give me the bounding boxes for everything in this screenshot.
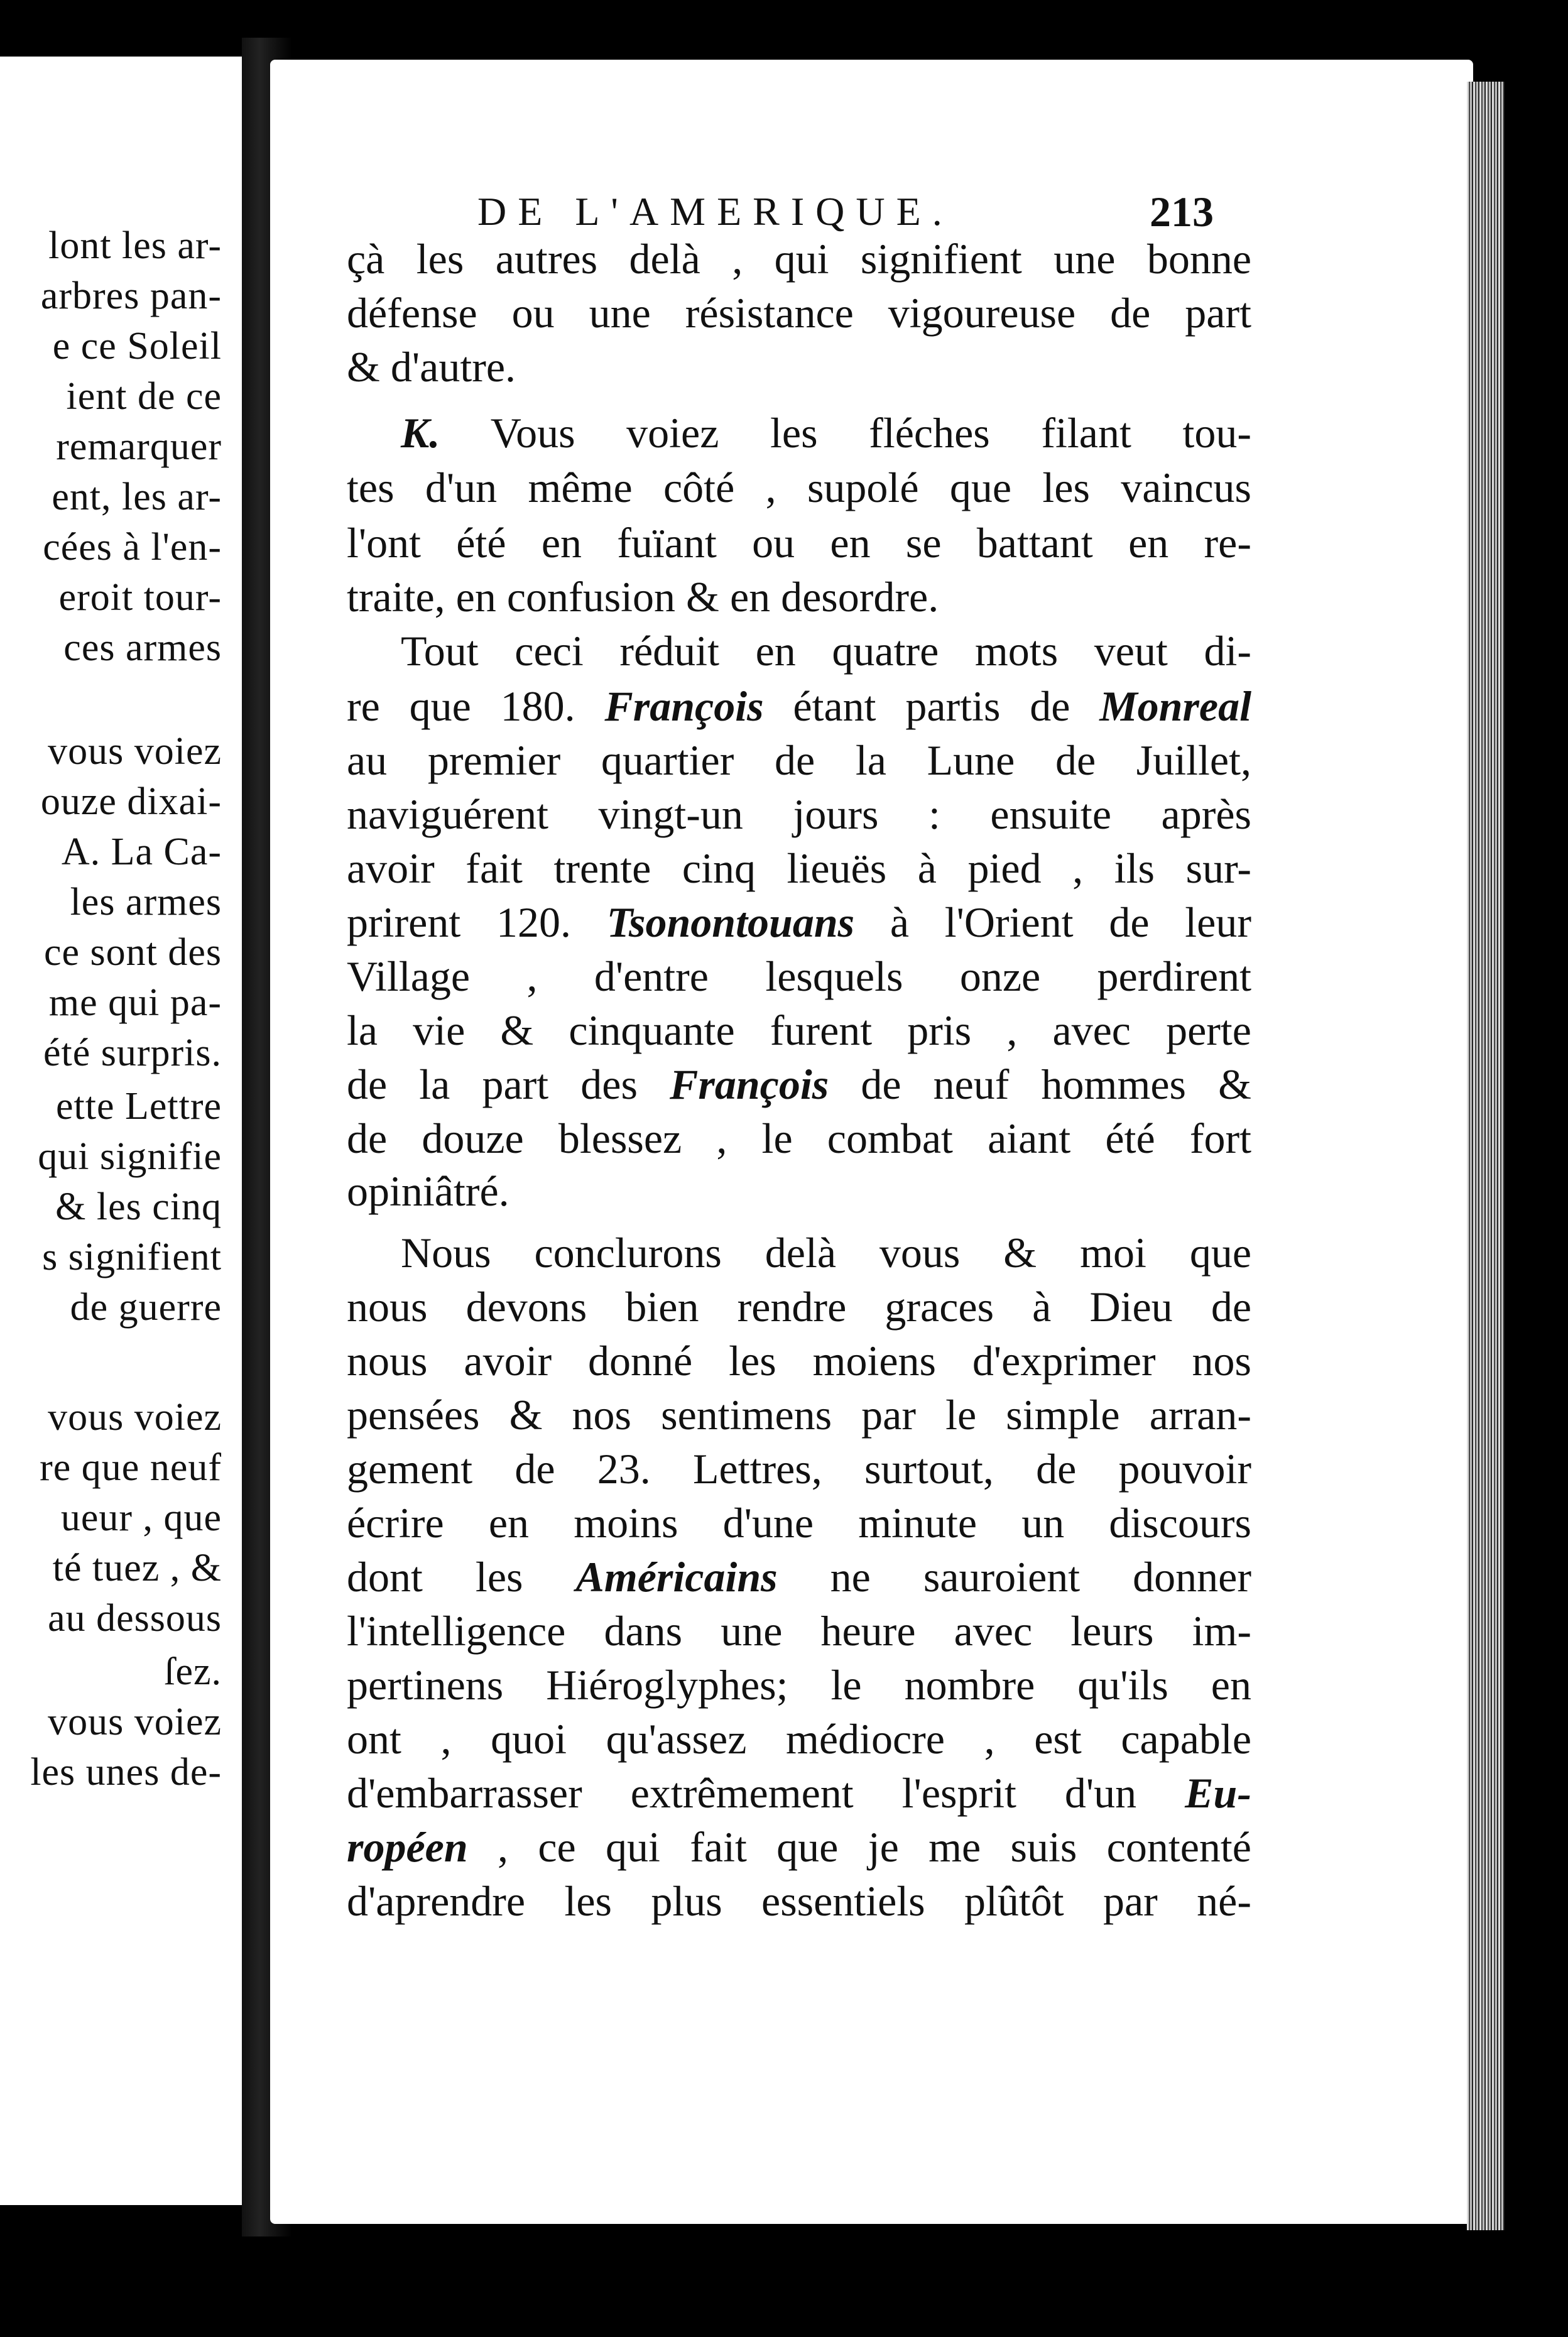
text-line: d'aprendre les plus essentiels plûtôt par né- <box>347 1877 1251 1925</box>
italic-name: Eu- <box>1185 1769 1251 1817</box>
left-page-line: vous voiez <box>48 730 222 773</box>
text-line: défense ou une résistance vigoureuse de part <box>347 289 1251 337</box>
left-page-line: e ce Soleil <box>52 325 222 368</box>
page-edges <box>1467 82 1505 2230</box>
text-line: naviguérent vingt-un jours : ensuite après <box>347 790 1251 838</box>
text-line: prirent 120. Tsonontouans à l'Orient de leur <box>347 898 1251 946</box>
italic-name: K. <box>401 409 440 457</box>
text-line: re que 180. François étant partis de Monreal <box>347 682 1252 730</box>
left-page-line: arbres pan- <box>40 275 222 317</box>
left-page-line: ent, les ar- <box>52 476 222 518</box>
text-line: dont les Américains ne sauroient donner <box>347 1553 1251 1601</box>
left-page-line: & les cinq <box>55 1185 222 1228</box>
left-page-line: ces armes <box>63 626 222 669</box>
left-page-line: eroit tour- <box>58 576 222 619</box>
left-page-line: A. La Ca- <box>61 831 222 873</box>
text-line: K. Vous voiez les fléches filant tou- <box>401 409 1251 457</box>
text-line: écrire en moins d'une minute un discours <box>347 1499 1251 1547</box>
text-line: Village , d'entre lesquels onze perdirent <box>347 952 1251 1000</box>
text-line: l'intelligence dans une heure avec leurs im- <box>347 1607 1251 1655</box>
left-page-line: lont les ar- <box>48 224 222 267</box>
text-line: au premier quartier de la Lune de Juillet, <box>347 736 1251 784</box>
italic-name: Tsonontouans <box>606 898 855 946</box>
left-page-line: vous voiez <box>48 1701 222 1743</box>
text-line: de douze blessez , le combat aiant été fort <box>347 1114 1251 1162</box>
text-line: traite, en confusion & en desordre. <box>347 573 939 621</box>
text-line: çà les autres delà , qui signifient une bonne <box>347 235 1251 283</box>
italic-name: ropéen <box>347 1823 468 1871</box>
left-page-line: me qui pa- <box>48 981 222 1024</box>
italic-name: François <box>604 682 764 730</box>
left-page-line: ient de ce <box>66 375 222 418</box>
text-line: de la part des François de neuf hommes & <box>347 1060 1251 1108</box>
text-line: pertinens Hiéroglyphes; le nombre qu'ils en <box>347 1661 1251 1709</box>
italic-name: Américains <box>575 1553 778 1601</box>
text-line: & d'autre. <box>347 343 516 391</box>
text-line: Nous conclurons delà vous & moi que <box>401 1229 1251 1277</box>
page-number: 213 <box>1150 188 1214 236</box>
text-line: la vie & cinquante furent pris , avec perte <box>347 1006 1251 1054</box>
left-page-line: té tuez , & <box>52 1547 222 1589</box>
left-page-line: ſez. <box>164 1650 222 1693</box>
text-line: avoir fait trente cinq lieuës à pied , ils sur- <box>347 844 1251 892</box>
left-page-line: ueur , que <box>60 1496 222 1539</box>
text-line: Tout ceci réduit en quatre mots veut di- <box>401 627 1251 675</box>
italic-name: François <box>670 1060 829 1108</box>
left-page-line: qui signifie <box>38 1135 222 1178</box>
left-page-line: les unes de- <box>30 1751 222 1794</box>
text-line: tes d'un même côté , supolé que les vaincus <box>347 464 1251 511</box>
text-line: ont , quoi qu'assez médiocre , est capable <box>347 1715 1251 1763</box>
text-line: nous devons bien rendre graces à Dieu de <box>347 1283 1251 1331</box>
left-page-line: remarquer <box>56 425 222 468</box>
left-page-line: au dessous <box>48 1597 222 1640</box>
left-page-line: ce sont des <box>43 931 222 974</box>
text-line: nous avoir donné les moiens d'exprimer nos <box>347 1337 1251 1385</box>
text-line: ropéen , ce qui fait que je me suis contenté <box>347 1823 1251 1871</box>
left-page-line: re que neuf <box>40 1446 222 1489</box>
running-head: DE L'AMERIQUE. <box>477 189 954 234</box>
left-page-line: ouze dixai- <box>40 780 222 823</box>
italic-name: Monreal <box>1099 682 1252 730</box>
text-line: l'ont été en fuïant ou en se battant en re- <box>347 519 1251 567</box>
left-page-line: les armes <box>70 881 222 923</box>
text-line: gement de 23. Lettres, surtout, de pouvoir <box>347 1445 1251 1493</box>
left-page-line: été surpris. <box>43 1032 222 1074</box>
text-line: d'embarrasser extrêmement l'esprit d'un Eu- <box>347 1769 1251 1817</box>
left-page-line: vous voiez <box>48 1396 222 1439</box>
left-page-line: de guerre <box>70 1286 222 1329</box>
text-line: opiniâtré. <box>347 1167 509 1215</box>
left-page-line: ette Lettre <box>56 1085 222 1128</box>
text-line: pensées & nos sentimens par le simple arran- <box>347 1391 1251 1439</box>
left-page <box>0 57 242 2205</box>
left-page-line: cées à l'en- <box>43 526 222 569</box>
left-page-line: s signifient <box>42 1236 222 1278</box>
